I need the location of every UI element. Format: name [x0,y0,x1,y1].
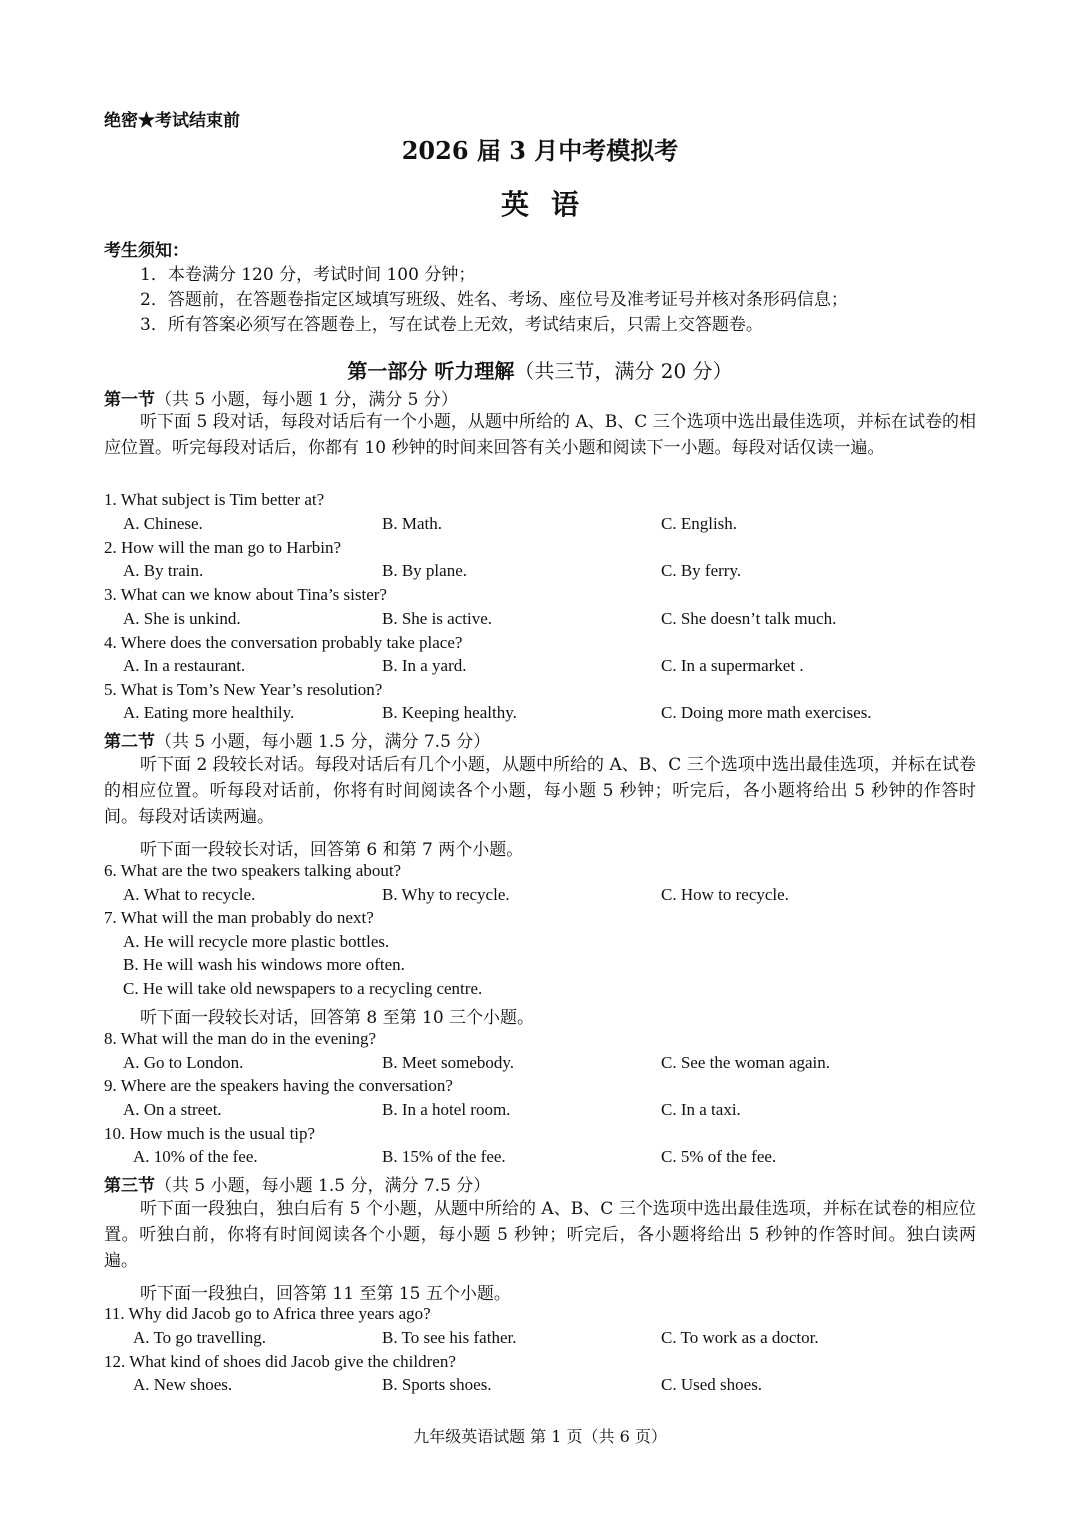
q5-option-a: A. Eating more healthily. [123,703,295,722]
q1-option-c: C. English. [661,514,738,533]
q4-option-b: B. In a yard. [382,656,467,675]
q6-option-b: B. Why to recycle. [382,885,510,904]
section3-note: 听下面一段独白，回答第 11 至第 15 五个小题。 [140,1284,511,1304]
q5-option-b: B. Keeping healthy. [382,703,517,722]
question-10: 10. How much is the usual tip? [104,1124,316,1143]
notice-item-1: 1．本卷满分 120 分，考试时间 100 分钟； [140,265,476,285]
section1-info: （共 5 小题，每小题 1 分，满分 5 分） [155,390,458,410]
question-9: 9. Where are the speakers having the conversation? [104,1076,453,1095]
section3-instruction: 听下面一段独白，独白后有 5 个小题，从题中所给的 A、B、C 三个选项中选出最佳选项，并标在试卷的相应位置。听独白前，你将有时间阅读各个小题，每小题 5 秒钟；听完后，各小题将给出 5 秒钟的作答时间。独白读两遍。 [104,1199,976,1271]
notice-item-2: 2．答题前，在答题卷指定区域填写班级、姓名、考场、座位号及准考证号并核对条形码信息； [140,290,848,310]
q11-option-a: A. To go travelling. [133,1328,267,1347]
q8-option-a: A. Go to London. [123,1053,244,1072]
question-3: 3. What can we know about Tina’s sister? [104,585,387,604]
part1-score: （共三节，满分 20 分） [514,359,733,383]
section1-instruction: 听下面 5 段对话，每段对话后有一个小题，从题中所给的 A、B、C 三个选项中选出最佳选项，并标在试卷的相应位置。听完每段对话后，你都有 10 秒钟的时间来回答有关小题和阅读下一小题。每段对话仅读一遍。 [104,412,976,458]
q8-option-b: B. Meet somebody. [382,1053,515,1072]
question-7: 7. What will the man probably do next? [104,908,374,927]
section2-heading [104,727,490,752]
q1-option-b: B. Math. [382,514,442,533]
q3-option-a: A. She is unkind. [123,609,241,628]
q6-option-c: C. How to recycle. [661,885,789,904]
question-5: 5. What is Tom’s New Year’s resolution? [104,680,383,699]
section3-heading [104,1171,490,1196]
q7-option-c: C. He will take old newspapers to a recycling centre. [123,979,483,998]
q2-option-b: B. By plane. [382,561,467,580]
q8-option-c: C. See the woman again. [661,1053,831,1072]
subject-title: 英语 [500,188,601,221]
question-6: 6. What are the two speakers talking about? [104,861,402,880]
q2-option-c: C. By ferry. [661,561,742,580]
question-1: 1. What subject is Tim better at? [104,490,325,509]
section3-title: 第三节 [104,1176,155,1196]
notice-heading: 考生须知： [104,241,189,261]
question-11: 11. Why did Jacob go to Africa three years ago? [104,1304,431,1323]
section2-info: （共 5 小题，每小题 1.5 分，满分 7.5 分） [155,732,491,752]
q6-option-a: A. What to recycle. [123,885,256,904]
q5-option-c: C. Doing more math exercises. [661,703,872,722]
q9-option-c: C. In a taxi. [661,1100,741,1119]
q12-option-c: C. Used shoes. [661,1375,763,1394]
confidential-label: 绝密★考试结束前 [104,111,240,131]
section2-instruction: 听下面 2 段较长对话。每段对话后有几个小题，从题中所给的 A、B、C 三个选项中选出最佳选项，并标在试卷的相应位置。听每段对话前，你将有时间阅读各个小题，每小题 5 秒钟；听完后，各小题将给出 5 秒钟的作答时间。每段对话读两遍。 [104,755,976,827]
question-12: 12. What kind of shoes did Jacob give the children? [104,1352,456,1371]
q2-option-a: A. By train. [123,561,204,580]
q10-option-a: A. 10% of the fee. [133,1147,258,1166]
exam-title: 2026 届 3 月中考模拟考 [401,136,679,165]
section2-note-1: 听下面一段较长对话，回答第 6 和第 7 两个小题。 [140,840,524,860]
q1-option-a: A. Chinese. [123,514,203,533]
q3-option-b: B. She is active. [382,609,493,628]
notice-item-3: 3．所有答案必须写在答题卷上，写在试卷上无效，考试结束后，只需上交答题卷。 [140,315,763,335]
q10-option-b: B. 15% of the fee. [382,1147,506,1166]
page-footer: 九年级英语试题 第 1 页（共 6 页） [413,1427,667,1446]
section2-title: 第二节 [104,732,155,752]
q12-option-b: B. Sports shoes. [382,1375,492,1394]
q4-option-c: C. In a supermarket . [661,656,804,675]
q12-option-a: A. New shoes. [133,1375,233,1394]
section1-title: 第一节 [104,390,155,410]
q11-option-c: C. To work as a doctor. [661,1328,819,1347]
part1-heading [0,355,1080,384]
q10-option-c: C. 5% of the fee. [661,1147,777,1166]
question-2: 2. How will the man go to Harbin? [104,538,342,557]
q3-option-c: C. She doesn’t talk much. [661,609,837,628]
section3-info: （共 5 小题，每小题 1.5 分，满分 7.5 分） [155,1176,491,1196]
section1-heading [104,385,458,410]
q7-option-b: B. He will wash his windows more often. [123,955,405,974]
section2-note-2: 听下面一段较长对话，回答第 8 至第 10 三个小题。 [140,1008,535,1028]
q9-option-b: B. In a hotel room. [382,1100,511,1119]
q4-option-a: A. In a restaurant. [123,656,246,675]
q11-option-b: B. To see his father. [382,1328,517,1347]
question-8: 8. What will the man do in the evening? [104,1029,377,1048]
question-4: 4. Where does the conversation probably take place? [104,633,463,652]
q9-option-a: A. On a street. [123,1100,222,1119]
q7-option-a: A. He will recycle more plastic bottles. [123,932,390,951]
part1-title: 第一部分 听力理解 [347,359,515,383]
